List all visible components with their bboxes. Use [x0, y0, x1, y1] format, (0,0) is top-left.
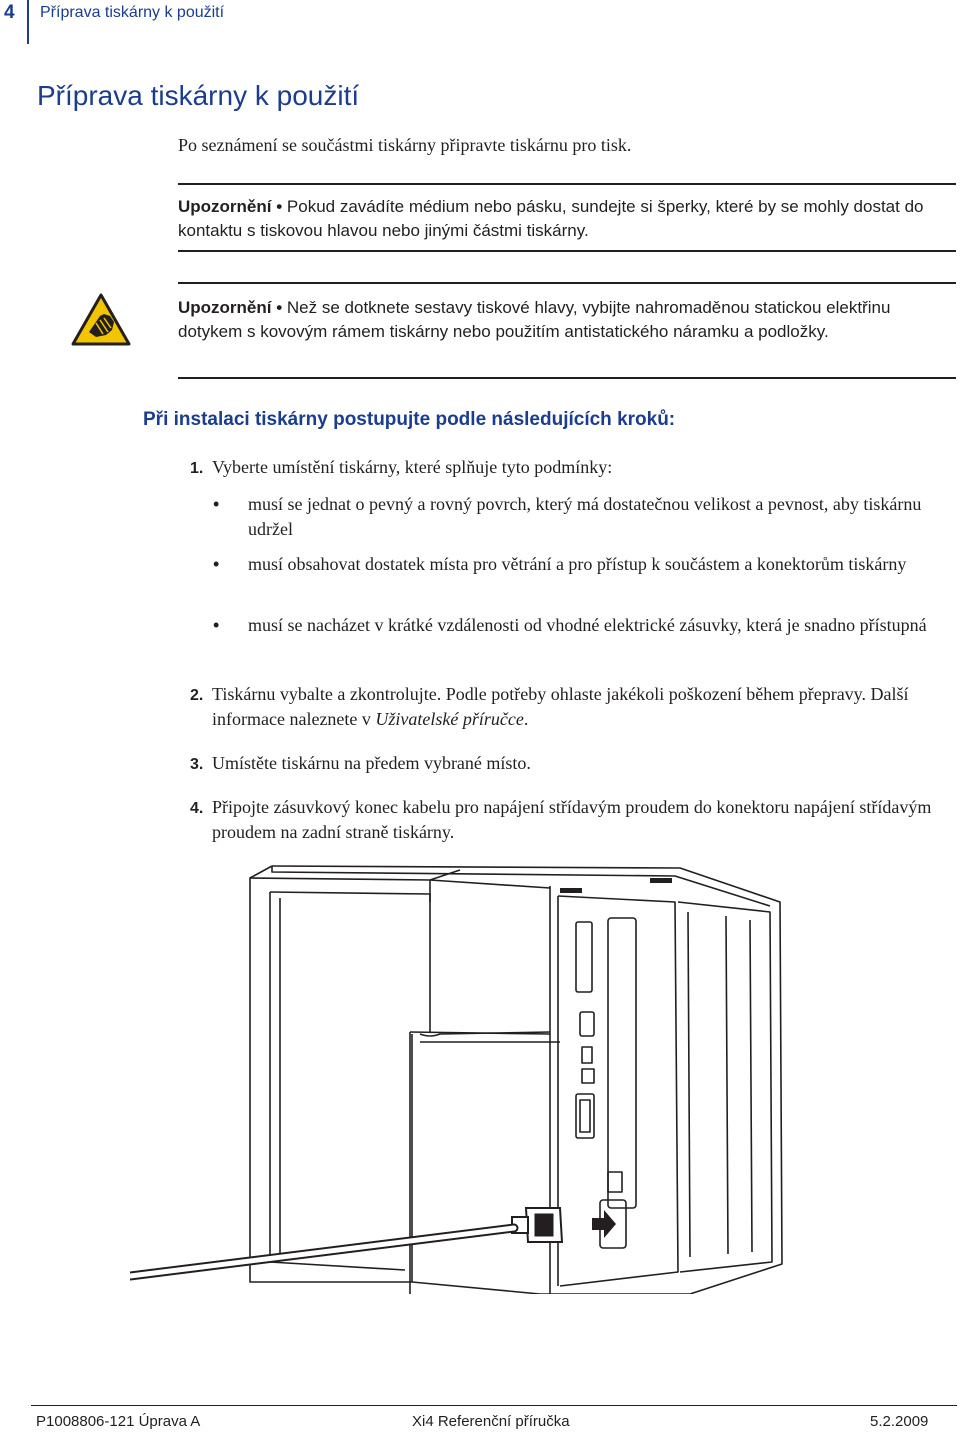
step-number: 4. — [190, 800, 204, 817]
step-2 — [190, 682, 960, 729]
step-text — [212, 682, 952, 732]
note-label: Upozornění • — [178, 298, 283, 317]
intro-paragraph: Po seznámení se součástmi tiskárny připravte tiskárnu pro tisk. — [178, 135, 632, 155]
caution-note-esd — [178, 296, 938, 344]
footer-date: 5.2.2009 — [870, 1413, 929, 1430]
footer-manual-title: Xi4 Referenční příručka — [412, 1413, 570, 1430]
note-text: Než se dotknete sestavy tiskové hlavy, vybijte nahromaděnou statickou elektřinu dotykem s kovovým rámem tiskárny nebo použitím antistatického náramku a podložky. — [178, 298, 891, 341]
note-rule-top — [178, 183, 956, 185]
bullet-glyph: • — [213, 554, 220, 574]
step-text: Umístěte tiskárnu na předem vybrané místo. — [212, 753, 531, 773]
steps-heading: Při instalaci tiskárny postupujte podle následujících kroků: — [143, 409, 676, 430]
footer-divider — [31, 1405, 957, 1406]
step-number: 2. — [190, 687, 204, 704]
note-label: Upozornění • — [178, 197, 283, 216]
note-rule-bottom — [178, 377, 956, 379]
header-divider — [27, 0, 29, 44]
step-3 — [190, 751, 960, 777]
note-text: Pokud zavádíte médium nebo pásku, sundejte si šperky, které by se mohly dostat do kontaktu s tiskovou hlavou nebo jinými částmi tiskárny. — [178, 197, 924, 240]
footer-document-id: P1008806-121 Úprava A — [36, 1413, 201, 1430]
step-text: Připojte zásuvkový konec kabelu pro napájení střídavým proudem do konektoru napájení střídavým proudem na zadní straně tiskárny. — [212, 797, 932, 842]
running-header-title: Příprava tiskárny k použití — [40, 4, 225, 21]
step-number: 1. — [190, 460, 204, 477]
step-number: 3. — [190, 756, 204, 773]
step-text-part: Tiskárnu vybalte a zkontrolujte. Podle potřeby ohlaste jakékoli poškození během přepravy. Další informace naleznete v — [212, 684, 909, 729]
esd-warning-icon — [70, 292, 132, 348]
printer-rear-illustration — [130, 862, 820, 1294]
list-item-text: musí obsahovat dostatek místa pro větrání a pro přístup k součástem a konektorům tiskárny — [248, 554, 907, 574]
list-item-text: musí se nacházet v krátké vzdálenosti od vhodné elektrické zásuvky, která je snadno přístupná — [248, 615, 927, 635]
page-title: Příprava tiskárny k použití — [37, 80, 360, 111]
page-number: 4 — [4, 2, 15, 23]
note-rule-top — [178, 282, 956, 284]
bullet-glyph: • — [213, 615, 220, 635]
step-4 — [190, 795, 960, 842]
caution-note-jewelry — [178, 195, 938, 243]
list-item-text: musí se jednat o pevný a rovný povrch, který má dostatečnou velikost a pevnost, aby tiskárnu udržel — [248, 494, 922, 539]
note-rule-bottom — [178, 250, 956, 252]
step-1 — [190, 455, 960, 481]
bullet-glyph: • — [213, 494, 220, 514]
manual-reference: Uživatelské příručce — [375, 709, 524, 729]
step-text-part: . — [523, 709, 529, 729]
step-text: Vyberte umístění tiskárny, které splňuje tyto podmínky: — [212, 457, 613, 477]
